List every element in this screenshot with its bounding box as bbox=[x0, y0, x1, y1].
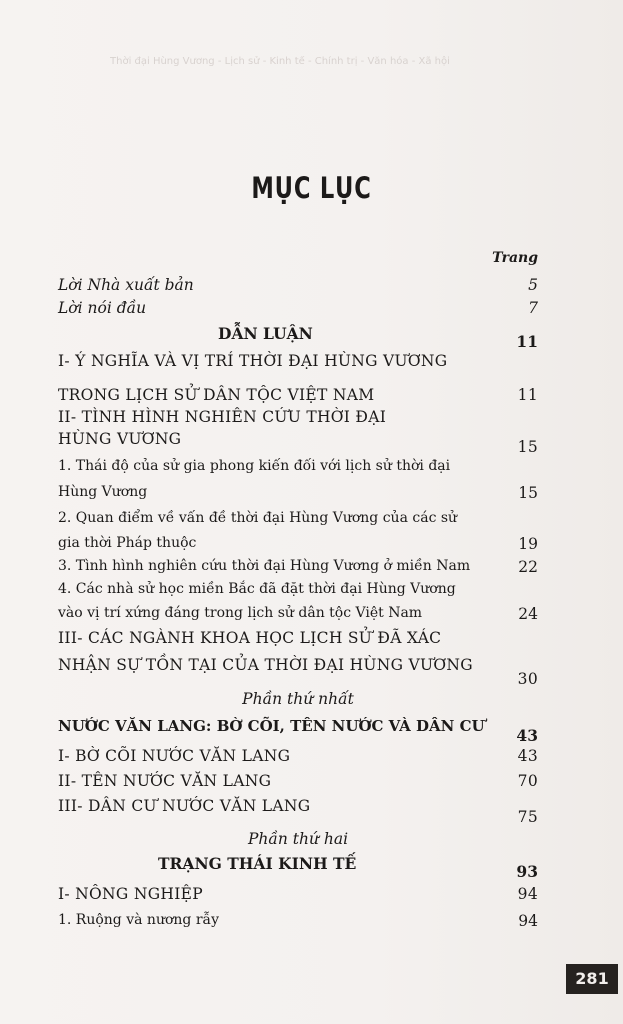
toc-entry: 1. Thái độ của sử gia phong kiến đối với lịch sử thời đại bbox=[58, 458, 451, 474]
toc-entry: NHẬN SỰ TỒN TẠI CỦA THỜI ĐẠI HÙNG VƯƠNG 30 bbox=[58, 656, 538, 688]
running-header-bleedthrough: Thời đại Hùng Vương - Lịch sử - Kinh tế - Chính trị - Văn hóa - Xã hội bbox=[110, 56, 450, 67]
toc-part-label: Phần thứ nhất bbox=[242, 690, 354, 708]
toc-entry: III- DÂN CƯ NƯỚC VĂN LANG 75 bbox=[58, 797, 538, 826]
toc-entry: Lời nói đầu 7 bbox=[58, 299, 538, 317]
toc-entry: vào vị trí xứng đáng trong lịch sử dân tộc Việt Nam 24 bbox=[58, 605, 538, 623]
toc-entry: Hùng Vương 15 bbox=[58, 484, 538, 502]
toc-entry: Lời Nhà xuất bản 5 bbox=[58, 276, 538, 294]
toc-entry: I- Ý NGHĨA VÀ VỊ TRÍ THỜI ĐẠI HÙNG VƯƠNG bbox=[58, 352, 448, 370]
toc-section-heading: NƯỚC VĂN LANG: BỜ CÕI, TÊN NƯỚC VÀ DÂN CƯ 43 bbox=[58, 717, 538, 745]
page-column-label: Trang bbox=[492, 250, 538, 266]
toc-entry: 1. Ruộng và nương rẫy 94 bbox=[58, 912, 538, 930]
toc-entry: HÙNG VƯƠNG 15 bbox=[58, 430, 538, 456]
toc-entry: TRONG LỊCH SỬ DÂN TỘC VIỆT NAM 11 bbox=[58, 386, 538, 404]
toc-entry: II- TÊN NƯỚC VĂN LANG 70 bbox=[58, 772, 538, 790]
toc-entry: I- BỜ CÕI NƯỚC VĂN LANG 43 bbox=[58, 747, 538, 765]
book-page: Thời đại Hùng Vương - Lịch sử - Kinh tế - Chính trị - Văn hóa - Xã hội MỤC LỤC Trang Lời Nhà xuất bản 5 Lời nói đầu 7 DẪN LUẬN 11 I- Ý NGHĨA VÀ VỊ TRÍ THỜI ĐẠI HÙNG VƯƠNG TRONG LỊCH SỬ DÂN TỘC VIỆT NAM 11 II- TÌNH HÌNH NGHIÊN CỨU THỜI ĐẠI HÙNG VƯƠNG 15 1. Thái độ của sử gia phong kiến đối với lịch sử thời đại Hùng Vương 15 2. Quan điểm về vấn đề thời đại Hùng Vương của các sử gia thời Pháp thuộc 19 3. Tình hình nghiên cứu thời đại Hùng Vương ở miền Nam 22 4. Các nhà sử học miền Bắc đã đặt thời đại Hùng Vương vào vị trí xứng đáng trong lịch sử dân tộc Việt Nam 24 III- CÁC NGÀNH KHOA HỌC LỊCH SỬ ĐÃ XÁC NHẬN SỰ TỒN TẠI CỦA THỜI ĐẠI HÙNG VƯƠNG 30 Phần thứ nhất NƯỚC VĂN LANG: BỜ CÕI, TÊN NƯỚC VÀ DÂN CƯ 43 I- BỜ CÕI NƯỚC VĂN LANG 43 II- TÊN NƯỚC VĂN LANG 70 III- DÂN CƯ NƯỚC VĂN LANG 75 Phần thứ hai TRẠNG THÁI KINH TẾ 93 I- NÔNG NGHIỆP 94 1. Ruộng và nương rẫy 94 281 bbox=[0, 0, 623, 1024]
toc-entry: I- NÔNG NGHIỆP 94 bbox=[58, 885, 538, 903]
page-number-tab: 281 bbox=[566, 964, 618, 994]
toc-entry: 2. Quan điểm về vấn đề thời đại Hùng Vương của các sử bbox=[58, 510, 458, 526]
toc-entry: gia thời Pháp thuộc 19 bbox=[58, 535, 538, 553]
toc-entry: III- CÁC NGÀNH KHOA HỌC LỊCH SỬ ĐÃ XÁC bbox=[58, 629, 442, 647]
page-title: MỤC LỤC bbox=[251, 171, 372, 205]
toc-entry: 3. Tình hình nghiên cứu thời đại Hùng Vương ở miền Nam 22 bbox=[58, 558, 538, 576]
toc-part-label: Phần thứ hai bbox=[247, 830, 349, 848]
toc-entry: 4. Các nhà sử học miền Bắc đã đặt thời đại Hùng Vương bbox=[58, 581, 456, 597]
